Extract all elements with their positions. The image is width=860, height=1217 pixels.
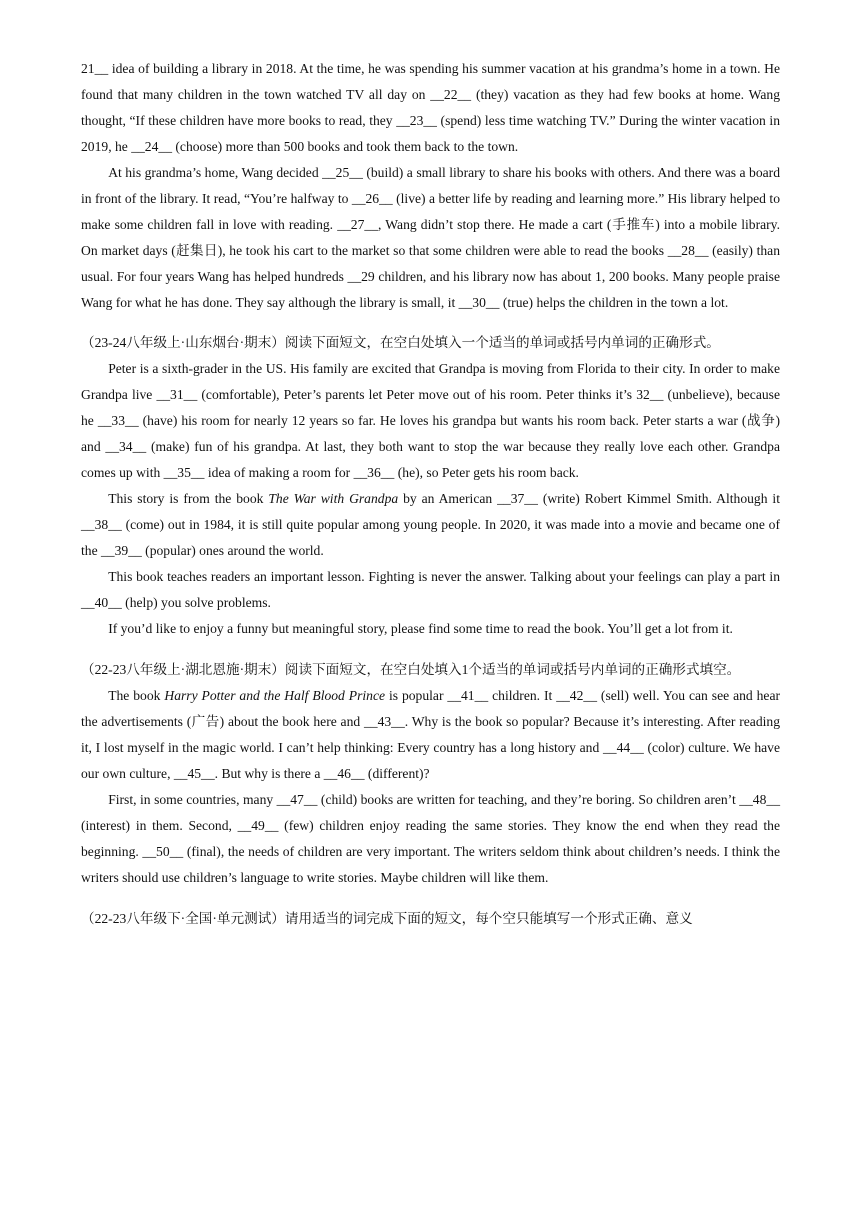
section3-p1-before: The book xyxy=(108,688,165,703)
section4-instruction: （22-23八年级下·全国·单元测试）请用适当的词完成下面的短文，每个空只能填写一个形式正确、意义 xyxy=(81,911,693,926)
section3-paragraph1 xyxy=(81,683,780,787)
section2-paragraph3: This book teaches readers an important lesson. Fighting is never the answer. Talking about your feelings can play a part in __40__ (help) you solve problems. xyxy=(81,569,780,610)
passage1-paragraph2: At his grandma’s home, Wang decided __25__ (build) a small library to share his books with others. And there was a board in front of the library. It read, “You’re halfway to __26__ (live) a better life by reading and learning more.” His library helped to make some children fall in love with reading. __27__, Wang didn’t stop there. He made a cart (手推车) into a mobile library. On market days (赶集日), he took his cart to the market so that some children were able to read the books __28__ (easily) than usual. For four years Wang has helped hundreds __29 children, and his library now has about 1, 200 books. Many people praise Wang for what he has done. They say although the library is small, it __30__ (true) helps the children in the town a lot. xyxy=(81,165,780,310)
book-title-war-with-grandpa: The War with Grandpa xyxy=(268,491,399,506)
section2-paragraph4: If you’d like to enjoy a funny but meaningful story, please find some time to read the book. You’ll get a lot from it. xyxy=(108,621,733,636)
passage1-paragraph1: 21__ idea of building a library in 2018. At the time, he was spending his summer vacation at his grandma’s home in a town. He found that many children in the town watched TV all day on __22__ (they) vacation as they had few books at home. Wang thought, “If these children have more books to read, they __23__ (spend) less time watching TV.” During the winter vacation in 2019, he __24__ (choose) more than 500 books and took them back to the town. xyxy=(81,61,780,154)
section3-p1-after: is popular __41__ children. It __42__ (sell) well. You can see and hear the advertisements (广告) about the book here and __43__. Why is the book so popular? Because it’s interesting. After reading it, I lost myself in the magic world. I can’t help thinking: Every country has a long history and __44__ (color) culture. We have our own culture, __45__. But why is there a __46__ (different)? xyxy=(81,688,781,781)
book-title-harry-potter: Harry Potter and the Half Blood Prince xyxy=(164,688,386,703)
section2-paragraph1: Peter is a sixth-grader in the US. His family are excited that Grandpa is moving from Florida to their city. In order to make Grandpa live __31__ (comfortable), Peter’s parents let Peter move out of his room. Peter thinks it’s 32__ (unbelieve), because he __33__ (have) his room for nearly 12 years so far. He loves his grandpa but wants his room back. Peter starts a war (战争) and __34__ (make) fun of his grandpa. At last, they both want to stop the war because they really love each other. Grandpa comes up with __35__ idea of making a room for __36__ (he), so Peter gets his room back. xyxy=(81,361,780,480)
section2-instruction: （23-24八年级上·山东烟台·期末）阅读下面短文，在空白处填入一个适当的单词或括号内单词的正确形式。 xyxy=(81,335,720,350)
section2-paragraph2 xyxy=(81,486,780,564)
section3-paragraph2: First, in some countries, many __47__ (child) books are written for teaching, and they’re boring. So children aren’t __48__ (interest) in them. Second, __49__ (few) children enjoy reading the same stories. They know the end when they read the beginning. __50__ (final), the needs of children are very important. The writers seldom think about children’s needs. I think the writers should use children’s language to write stories. Maybe children will like them. xyxy=(81,792,780,885)
document-page xyxy=(81,56,780,932)
section2-p2-before: This story is from the book xyxy=(108,491,269,506)
section3-instruction: （22-23八年级上·湖北恩施·期末）阅读下面短文，在空白处填入1个适当的单词或括号内单词的正确形式填空。 xyxy=(81,662,741,677)
section2-p2-after: by an American __37__ (write) Robert Kimmel Smith. Although it __38__ (come) out in 1984, it is still quite popular among young people. In 2020, it was made into a movie and became one of the __39__ (popular) ones around the world. xyxy=(81,491,780,558)
